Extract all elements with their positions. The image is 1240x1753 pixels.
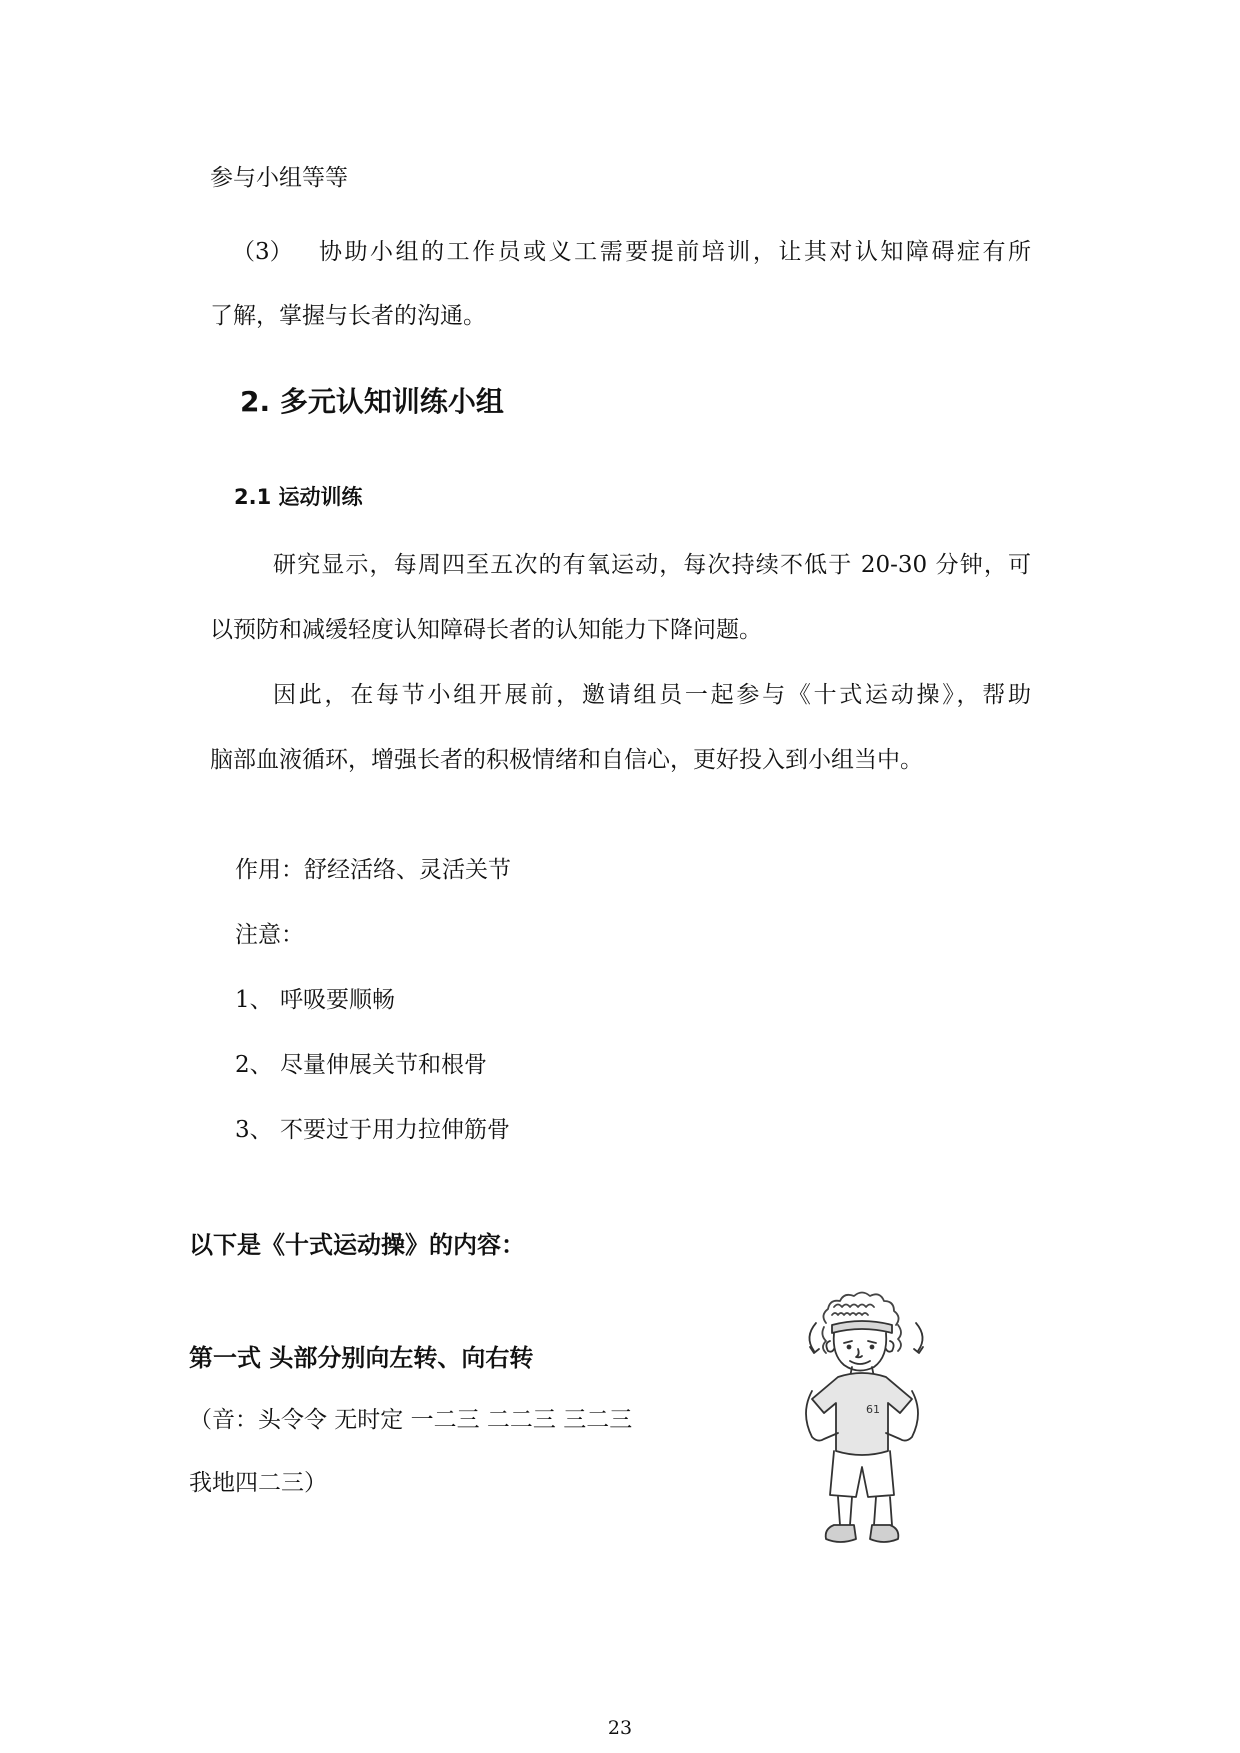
item-3-line-2: 了解，掌握与长者的沟通。 xyxy=(210,303,486,329)
continued-text: 参与小组等等 xyxy=(210,165,348,191)
paragraph-2-line-1: 因此，在每节小组开展前，邀请组员一起参与《十式运动操》，帮助 xyxy=(273,682,1031,708)
paragraph-2-line-2: 脑部血液循环，增强长者的积极情绪和自信心，更好投入到小组当中。 xyxy=(210,747,923,773)
shirt-number: 61 xyxy=(866,1403,880,1416)
section-heading: 2. 多元认知训练小组 xyxy=(240,385,504,418)
paragraph-1-line-2: 以预防和减缓轻度认知障碍长者的认知能力下降问题。 xyxy=(210,617,762,643)
notice-point-2: 2、 尽量伸展关节和根骨 xyxy=(235,1052,487,1078)
face xyxy=(834,1333,887,1371)
subsection-heading: 2.1 运动训练 xyxy=(234,485,363,509)
move-1-chant-line-2: 我地四二三） xyxy=(189,1470,327,1496)
left-shoe xyxy=(826,1525,856,1542)
t-shirt xyxy=(812,1373,912,1455)
right-arrow-icon xyxy=(916,1323,923,1351)
shorts xyxy=(830,1451,894,1497)
notice-point-3: 3、 不要过于用力拉伸筋骨 xyxy=(235,1117,510,1143)
function-line: 作用：舒经活络、灵活关节 xyxy=(235,857,511,883)
right-shoe xyxy=(870,1525,898,1542)
paragraph-1-line-1: 研究显示，每周四至五次的有氧运动，每次持续不低于 20-30 分钟，可 xyxy=(273,552,1031,578)
move-1-chant-line-1: （音：头令令 无时定 一二三 二二三 三二三 xyxy=(189,1407,633,1433)
headband xyxy=(832,1321,892,1333)
move-1-title: 第一式 头部分别向左转、向右转 xyxy=(189,1344,534,1372)
page-number: 23 xyxy=(607,1717,633,1739)
notice-label: 注意： xyxy=(235,922,304,948)
person-turning-head-illustration xyxy=(786,1285,948,1553)
notice-point-1: 1、 呼吸要顺畅 xyxy=(235,987,395,1013)
item-3-line-1: 协助小组的工作员或义工需要提前培训，让其对认知障碍症有所 xyxy=(319,239,1031,265)
item-3-number: （3） xyxy=(232,239,293,265)
exercise-intro-heading: 以下是《十式运动操》的内容： xyxy=(189,1231,525,1259)
